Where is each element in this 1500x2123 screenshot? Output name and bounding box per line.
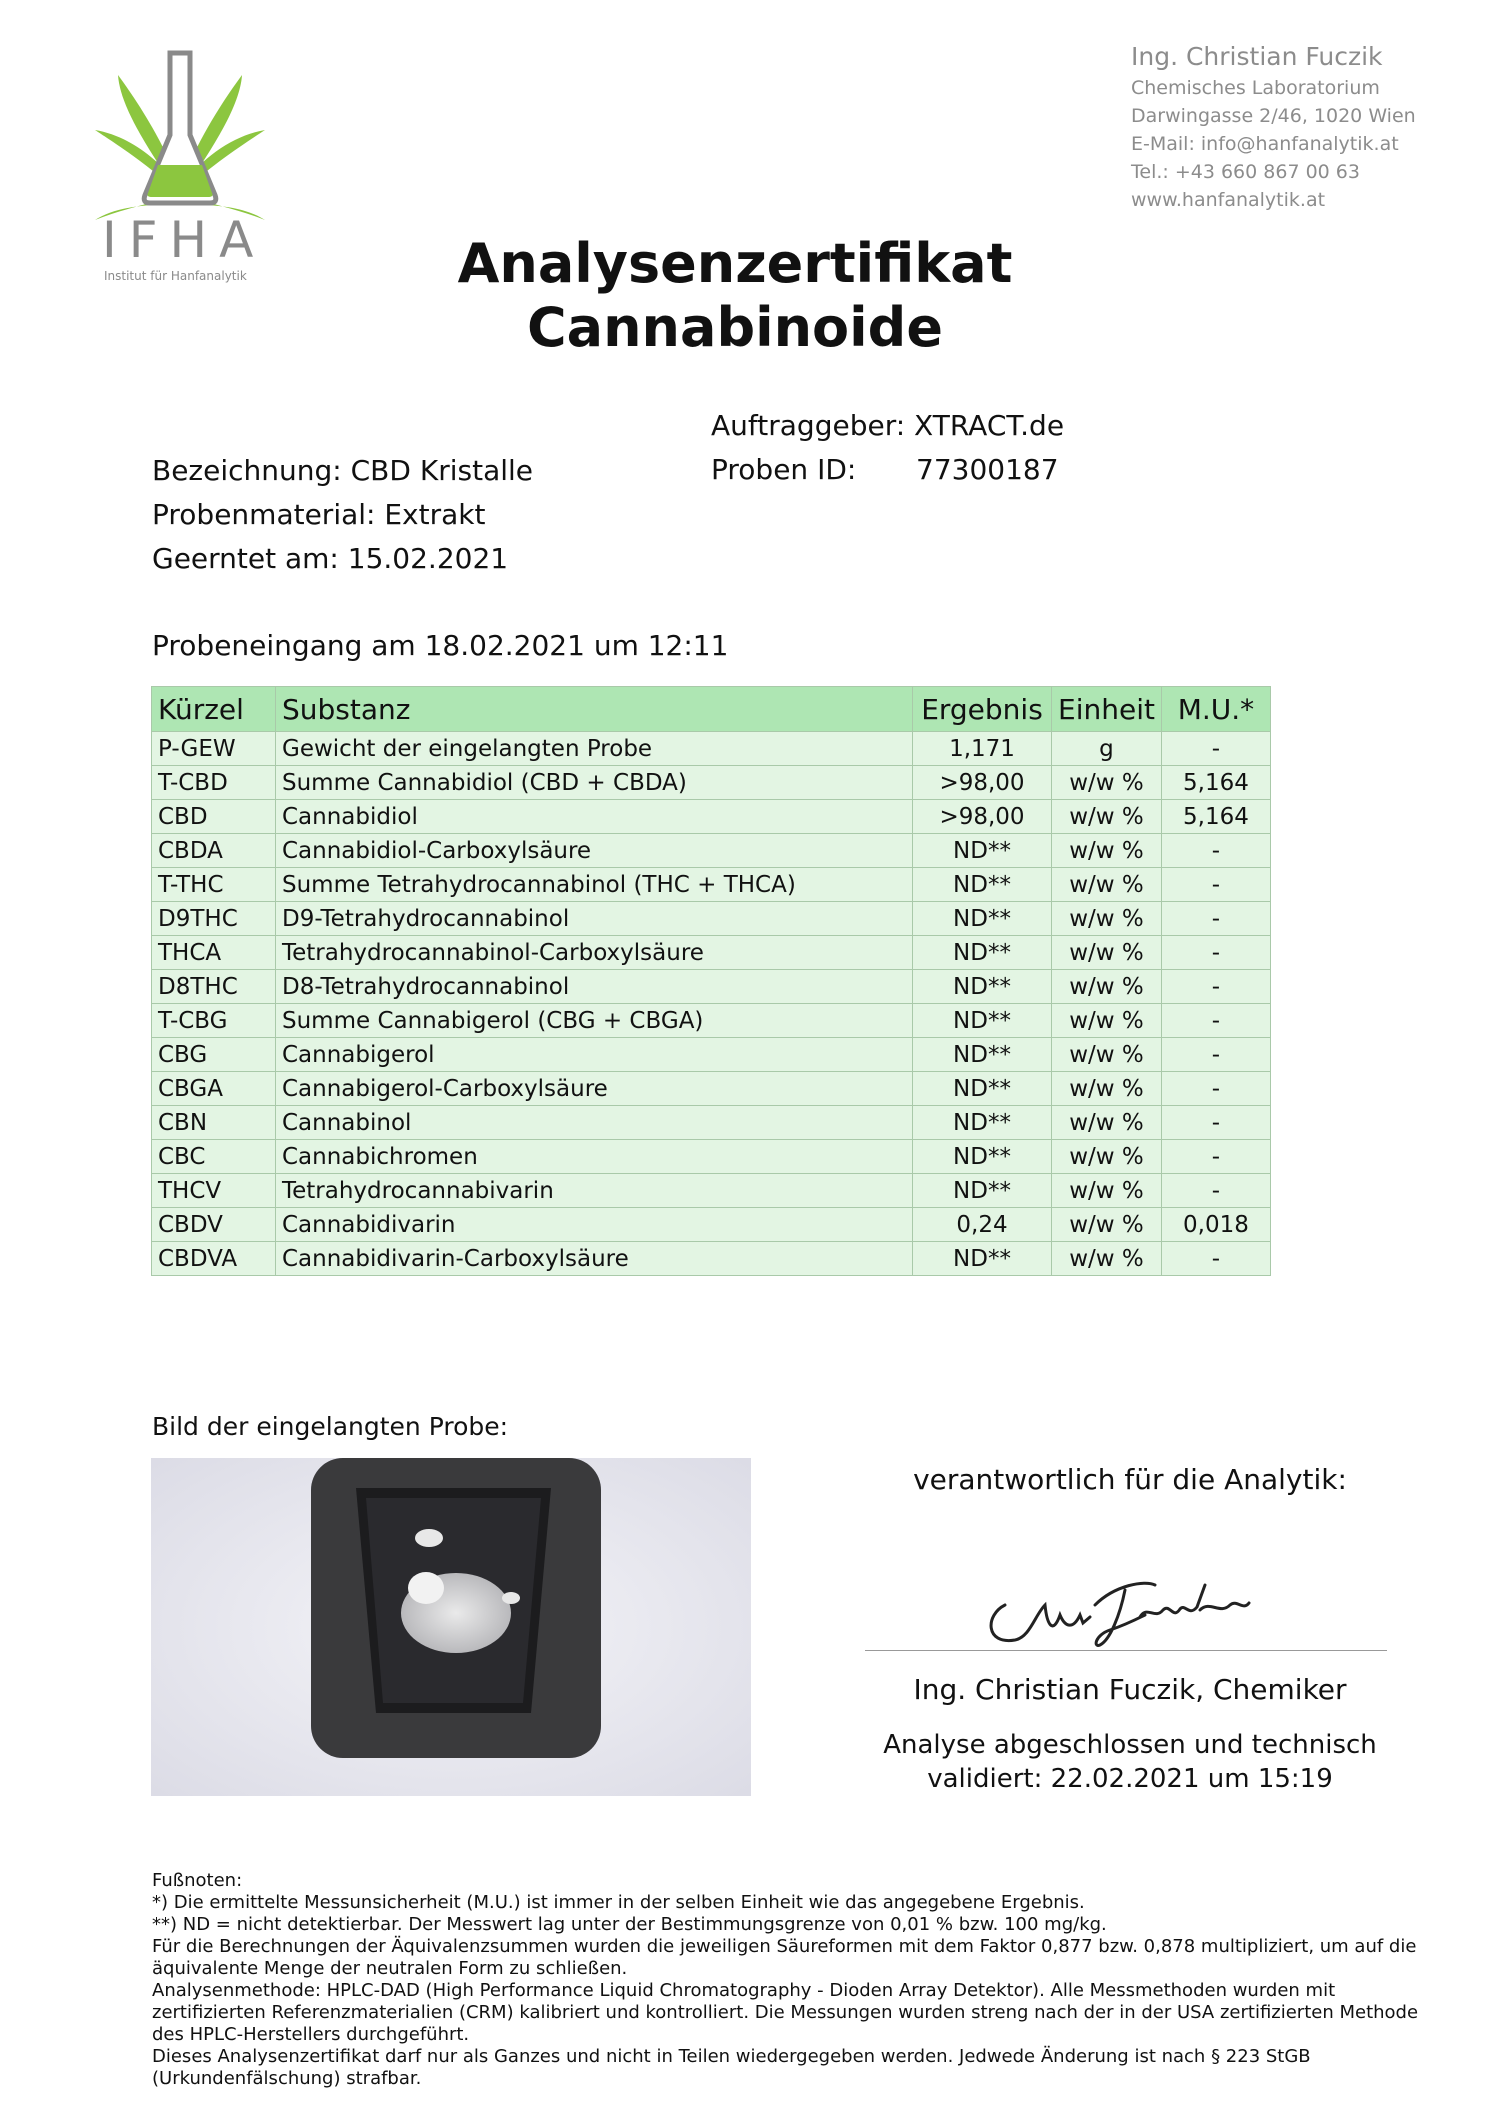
cell-ergebnis: ND** [913,1242,1052,1276]
cell-mu: - [1161,902,1270,936]
cell-substanz: Cannabidivarin-Carboxylsäure [276,1242,913,1276]
table-row [152,766,1271,800]
cell-substanz: D8-Tetrahydrocannabinol [276,970,913,1004]
table-row [152,1174,1271,1208]
handwritten-signature [975,1545,1255,1655]
table-row [152,1140,1271,1174]
cell-substanz: Gewicht der eingelangten Probe [276,732,913,766]
lab-website: www.hanfanalytik.at [1131,189,1326,211]
footnote-aequivalenz: Für die Berechnungen der Äquivalenzsummen wurden die jeweiligen Säureformen mit dem Faktor 0,877 bzw. 0,878 multipliziert, um auf die äquivalente Menge der neutralen Form zu schließen. [152,1936,1417,1979]
cell-einheit: w/w % [1052,1004,1162,1038]
cell-substanz: Cannabigerol [276,1038,913,1072]
cell-einheit: w/w % [1052,970,1162,1004]
cell-einheit: w/w % [1052,800,1162,834]
footnote-nd: **) ND = nicht detektierbar. Der Messwert lag unter der Bestimmungsgrenze von 0,01 % bzw. 100 mg/kg. [152,1914,1107,1935]
cell-substanz: Cannabidiol [276,800,913,834]
cell-substanz: Cannabichromen [276,1140,913,1174]
cell-einheit: w/w % [1052,766,1162,800]
cell-ergebnis: ND** [913,1106,1052,1140]
table-row [152,1004,1271,1038]
cell-ergebnis: ND** [913,834,1052,868]
header-mu: M.U.* [1161,687,1270,732]
validation-line-1: Analyse abgeschlossen und technisch [883,1730,1377,1760]
client-meta [711,404,1064,492]
cell-kuerzel: CBG [152,1038,276,1072]
footnote-methode: Analysenmethode: HPLC-DAD (High Performance Liquid Chromatography - Dioden Array Detektor). Alle Messmethoden wurden mit zertifizierten Referenzmaterialien (CRM) kalibriert und kontrolliert. Die Messungen wurden streng nach der in der USA zertifizierten Methode des HPLC-Herstellers durchgeführt. [152,1980,1419,2045]
cell-substanz: Tetrahydrocannabinol-Carboxylsäure [276,936,913,970]
results-body [152,732,1271,1276]
cell-einheit: w/w % [1052,1208,1162,1242]
cell-ergebnis: ND** [913,1038,1052,1072]
title-line-1: Analysenzertifikat [457,232,1013,295]
title-line-2: Cannabinoide [527,296,943,359]
cell-mu: 5,164 [1161,766,1270,800]
cannabis-flask-icon [90,45,270,225]
validation-line-2: validiert: 22.02.2021 um 15:19 [927,1764,1333,1794]
cell-ergebnis: ND** [913,902,1052,936]
cell-mu: - [1161,1038,1270,1072]
cell-ergebnis: 0,24 [913,1208,1052,1242]
table-row [152,1208,1271,1242]
cell-kuerzel: CBC [152,1140,276,1174]
lab-line-1: Chemisches Laboratorium [1131,77,1380,99]
cell-einheit: w/w % [1052,868,1162,902]
sample-photo [151,1458,751,1796]
lab-email: E-Mail: info@hanfanalytik.at [1131,133,1399,155]
cell-substanz: Tetrahydrocannabivarin [276,1174,913,1208]
chemist-name: Ing. Christian Fuczik, Chemiker [913,1673,1347,1706]
footnote-mu: *) Die ermittelte Messunsicherheit (M.U.) ist immer in der selben Einheit wie das angegebene Ergebnis. [152,1892,1085,1913]
cell-einheit: w/w % [1052,936,1162,970]
cell-mu: - [1161,868,1270,902]
header-substanz: Substanz [276,687,913,732]
cell-mu: - [1161,1106,1270,1140]
cell-kuerzel: CBN [152,1106,276,1140]
cell-mu: - [1161,1072,1270,1106]
cell-ergebnis: 1,171 [913,732,1052,766]
cell-einheit: w/w % [1052,1174,1162,1208]
signature-line [865,1650,1387,1651]
responsible-label: verantwortlich für die Analytik: [913,1463,1347,1496]
cell-ergebnis: >98,00 [913,766,1052,800]
table-row [152,1242,1271,1276]
cell-mu: - [1161,834,1270,868]
cell-substanz: Cannabigerol-Carboxylsäure [276,1072,913,1106]
header-kuerzel: Kürzel [152,687,276,732]
table-row [152,868,1271,902]
cell-einheit: w/w % [1052,834,1162,868]
cell-einheit: w/w % [1052,1242,1162,1276]
table-row [152,1106,1271,1140]
cell-einheit: w/w % [1052,902,1162,936]
lab-address: Darwingasse 2/46, 1020 Wien [1131,105,1416,127]
cell-ergebnis: ND** [913,1072,1052,1106]
cell-einheit: w/w % [1052,1038,1162,1072]
cell-substanz: Cannabidiol-Carboxylsäure [276,834,913,868]
bezeichnung: Bezeichnung: CBD Kristalle [152,454,534,487]
table-row [152,732,1271,766]
lab-contact [1131,40,1416,214]
cell-kuerzel: T-THC [152,868,276,902]
cell-kuerzel: P-GEW [152,732,276,766]
cell-kuerzel: T-CBG [152,1004,276,1038]
cell-substanz: Summe Cannabidiol (CBD + CBDA) [276,766,913,800]
table-row [152,1072,1271,1106]
table-row [152,936,1271,970]
table-row [152,1038,1271,1072]
cell-mu: 5,164 [1161,800,1270,834]
cell-mu: - [1161,936,1270,970]
cell-kuerzel: CBD [152,800,276,834]
cell-kuerzel: THCV [152,1174,276,1208]
cell-kuerzel: CBDA [152,834,276,868]
cell-ergebnis: ND** [913,936,1052,970]
cell-kuerzel: CBDV [152,1208,276,1242]
proben-id-value: 77300187 [916,453,1059,486]
cell-ergebnis: ND** [913,868,1052,902]
cell-ergebnis: ND** [913,1004,1052,1038]
table-row [152,902,1271,936]
cell-substanz: Cannabinol [276,1106,913,1140]
footnotes [152,1870,1422,2090]
geerntet: Geerntet am: 15.02.2021 [152,542,509,575]
cell-mu: - [1161,1242,1270,1276]
sample-meta [152,449,533,581]
footnote-heading: Fußnoten: [152,1870,243,1891]
cell-mu: - [1161,1140,1270,1174]
cell-kuerzel: T-CBD [152,766,276,800]
results-table [151,686,1271,1276]
cell-einheit: w/w % [1052,1140,1162,1174]
probeneingang: Probeneingang am 18.02.2021 um 12:11 [152,629,729,662]
logo-wordmark: IFHA [102,211,266,269]
cell-einheit: g [1052,732,1162,766]
cell-einheit: w/w % [1052,1072,1162,1106]
proben-id-label: Proben ID: [711,453,857,486]
cell-substanz: Cannabidivarin [276,1208,913,1242]
table-row [152,834,1271,868]
table-row [152,800,1271,834]
cell-substanz: D9-Tetrahydrocannabinol [276,902,913,936]
probenmaterial: Probenmaterial: Extrakt [152,498,486,531]
cell-mu: - [1161,1174,1270,1208]
cell-kuerzel: CBGA [152,1072,276,1106]
cell-ergebnis: >98,00 [913,800,1052,834]
header-einheit: Einheit [1052,687,1162,732]
cell-ergebnis: ND** [913,970,1052,1004]
cell-kuerzel: CBDVA [152,1242,276,1276]
footnote-copyright: Dieses Analysenzertifikat darf nur als Ganzes und nicht in Teilen wiedergegeben werden. Jedwede Änderung ist nach § 223 StGB (Urkundenfälschung) strafbar. [152,2046,1311,2089]
logo-subtitle: Institut für Hanfanalytik [104,269,247,283]
cell-kuerzel: D8THC [152,970,276,1004]
cell-mu: - [1161,732,1270,766]
page-title [0,232,1470,360]
proben-id-row [711,448,1064,492]
cell-einheit: w/w % [1052,1106,1162,1140]
auftraggeber: Auftraggeber: XTRACT.de [711,409,1065,442]
lab-name: Ing. Christian Fuczik [1131,42,1383,71]
cell-mu: 0,018 [1161,1208,1270,1242]
table-header-row [152,687,1271,732]
lab-phone: Tel.: +43 660 867 00 63 [1131,161,1360,183]
cell-mu: - [1161,1004,1270,1038]
sample-photo-image [151,1458,751,1796]
cell-mu: - [1161,970,1270,1004]
cell-kuerzel: D9THC [152,902,276,936]
header-ergebnis: Ergebnis [913,687,1052,732]
cell-ergebnis: ND** [913,1174,1052,1208]
cell-substanz: Summe Tetrahydrocannabinol (THC + THCA) [276,868,913,902]
image-label: Bild der eingelangten Probe: [152,1412,509,1441]
cell-ergebnis: ND** [913,1140,1052,1174]
cell-substanz: Summe Cannabigerol (CBG + CBGA) [276,1004,913,1038]
cell-kuerzel: THCA [152,936,276,970]
table-row [152,970,1271,1004]
validation-note [860,1728,1400,1796]
